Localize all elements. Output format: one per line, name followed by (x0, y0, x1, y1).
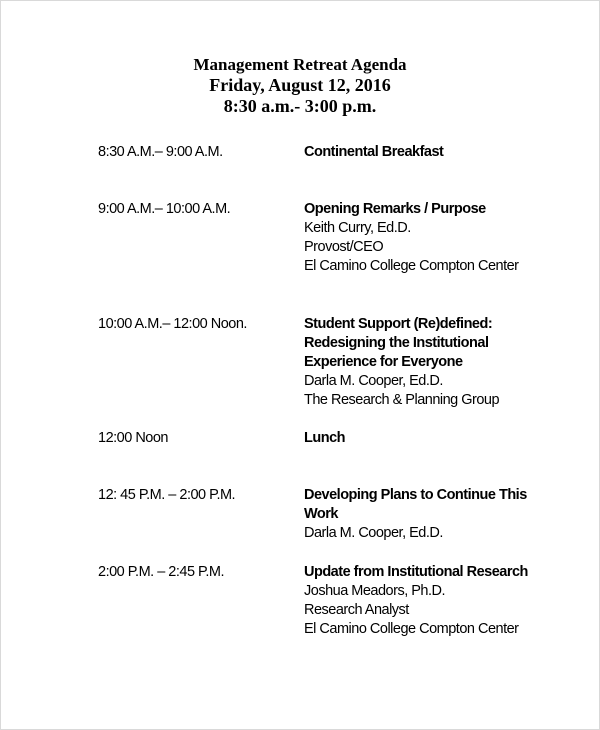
agenda-item-title: Developing Plans to Continue This (304, 487, 527, 503)
agenda-description (304, 486, 544, 543)
agenda-time: 12:00 Noon (98, 430, 168, 446)
agenda-presenter-org: The Research & Planning Group (304, 392, 500, 408)
agenda-item-title: Continental Breakfast (304, 144, 444, 160)
agenda-presenter-role: Research Analyst (304, 602, 409, 618)
agenda-item-title: Experience for Everyone (304, 354, 463, 370)
agenda-header (0, 54, 600, 117)
agenda-time: 2:00 P.M. – 2:45 P.M. (98, 564, 224, 580)
agenda-presenter: Keith Curry, Ed.D. (304, 220, 411, 236)
agenda-item-title: Update from Institutional Research (304, 564, 528, 580)
agenda-item-title: Opening Remarks / Purpose (304, 201, 486, 217)
agenda-presenter: Joshua Meadors, Ph.D. (304, 583, 446, 599)
agenda-hours: 8:30 a.m.- 3:00 p.m. (223, 96, 377, 116)
agenda-time: 9:00 A.M.– 10:00 A.M. (98, 201, 231, 217)
agenda-description (304, 563, 544, 639)
agenda-presenter: Darla M. Cooper, Ed.D. (304, 525, 443, 541)
agenda-title: Management Retreat Agenda (193, 55, 407, 74)
agenda-description (304, 200, 544, 276)
agenda-time: 8:30 A.M.– 9:00 A.M. (98, 144, 223, 160)
agenda-item-title: Lunch (304, 430, 345, 446)
agenda-time: 10:00 A.M.– 12:00 Noon. (98, 316, 247, 332)
agenda-presenter-role: Provost/CEO (304, 239, 384, 255)
agenda-description (304, 429, 544, 448)
agenda-time: 12: 45 P.M. – 2:00 P.M. (98, 487, 236, 503)
agenda-description (304, 315, 544, 410)
agenda-presenter: Darla M. Cooper, Ed.D. (304, 373, 443, 389)
agenda-item-title: Student Support (Re)defined: (304, 316, 493, 332)
agenda-presenter-org: El Camino College Compton Center (304, 621, 519, 637)
agenda-date: Friday, August 12, 2016 (209, 75, 391, 95)
agenda-item-title: Work (304, 506, 338, 522)
agenda-item-title: Redesigning the Institutional (304, 335, 489, 351)
agenda-description (304, 143, 544, 162)
agenda-presenter-org: El Camino College Compton Center (304, 258, 519, 274)
